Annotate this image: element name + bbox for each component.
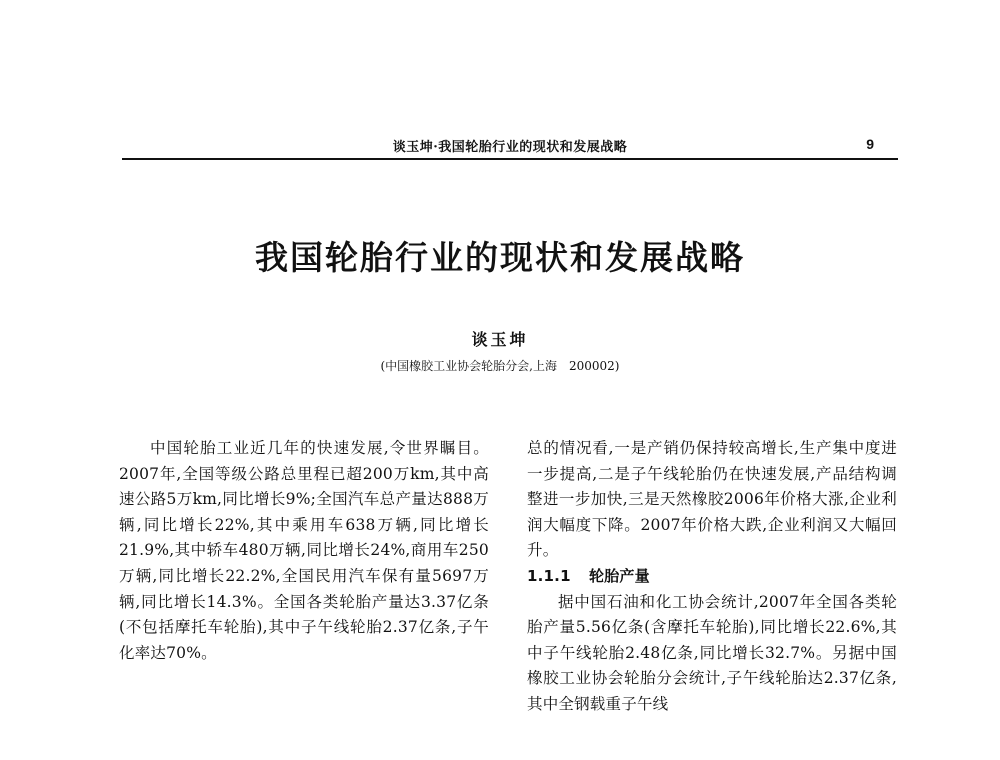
article-title: 我国轮胎行业的现状和发展战略: [255, 238, 745, 277]
section-title: 轮胎产量: [589, 566, 650, 585]
section-number: 1.1.1: [527, 566, 571, 585]
running-title: 谈玉坤·我国轮胎行业的现状和发展战略: [392, 140, 628, 155]
body-column-left: [119, 436, 489, 666]
author-affiliation: (中国橡胶工业协会轮胎分会,上海 200002): [380, 359, 620, 373]
body-paragraph-production: 据中国石油和化工协会统计,2007年全国各类轮胎产量5.56亿条(含摩托车轮胎),同比增长22.6%,其中子午线轮胎2.48亿条,同比增长32.7%。另据中国橡胶工业协会轮胎分会统计,子午线轮胎达2.37亿条,其中全钢载重子午线: [527, 592, 897, 713]
running-header: [122, 134, 898, 160]
body-column-right: [527, 436, 897, 718]
header-rule: [122, 158, 898, 160]
body-paragraph-summary: 总的情况看,一是产销仍保持较高增长,生产集中度进一步提高,二是子午线轮胎仍在快速发展,产品结构调整进一步加快,三是天然橡胶2006年价格大涨,企业利润大幅度下降。2007年价格大跌,企业利润又大幅回升。: [527, 439, 897, 560]
section-heading: [527, 564, 897, 590]
page-number: 9: [866, 136, 874, 152]
body-paragraph-intro: 中国轮胎工业近几年的快速发展,令世界瞩目。2007年,全国等级公路总里程已超200万km,其中高速公路5万km,同比增长9%;全国汽车总产量达888万辆,同比增长22%,其中乘用车638万辆,同比增长21.9%,其中轿车480万辆,同比增长24%,商用车250万辆,同比增长22.2%,全国民用汽车保有量5697万辆,同比增长14.3%。全国各类轮胎产量达3.37亿条(不包括摩托车轮胎),其中子午线轮胎2.37亿条,子午化率达70%。: [119, 439, 489, 662]
author-name: 谈玉坤: [471, 330, 529, 349]
